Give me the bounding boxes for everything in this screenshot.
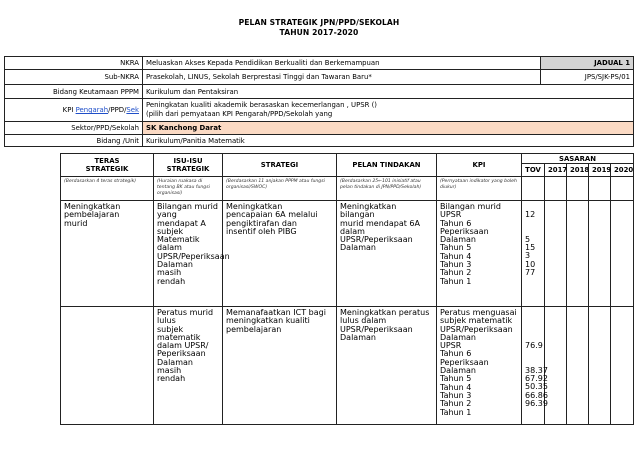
target-cell xyxy=(611,307,634,425)
kpi-label: KPI Pengarah/PPD/Sek xyxy=(5,99,143,122)
year-header: 2017 xyxy=(545,164,567,177)
year-header: 2018 xyxy=(567,164,589,177)
sek-link[interactable]: Sek xyxy=(126,106,139,114)
document-subtitle: TAHUN 2017-2020 xyxy=(279,28,359,37)
tov-cell: 12 5 15 3 10 77 xyxy=(522,201,545,307)
nkra-label: NKRA xyxy=(5,57,143,70)
jadual-label: JADUAL 1 xyxy=(541,57,634,70)
pelan-cell: Meningkatkan peratus lulus dalam UPSR/Peperiksaan Dalaman xyxy=(337,307,437,425)
document-title: PELAN STRATEGIK JPN/PPD/SEKOLAH xyxy=(238,18,400,27)
target-cell xyxy=(567,307,589,425)
teras-note: (Berdasarkan 4 teras strategik) xyxy=(61,177,154,201)
strategic-plan-table xyxy=(60,153,634,425)
tov-cell: 76.9 38.37 67.92 50.35 66.86 96.39 xyxy=(522,307,545,425)
bidang-keutamaan-value: Kurikulum dan Pentaksiran xyxy=(143,85,634,99)
kpi-header: KPI xyxy=(437,154,522,177)
sektor-value: SK Kanchong Darat xyxy=(143,122,634,135)
bidang-unit-label: Bidang /Unit xyxy=(5,135,143,147)
kpi-cell: Peratus menguasai subjek matematik UPSR/Peperiksaan Dalaman UPSR Tahun 6 Peperiksaan Dalaman Tahun 5 Tahun 4 Tahun 3 Tahun 2 Tahun 1 xyxy=(437,307,522,425)
year-header: 2020 xyxy=(611,164,634,177)
strategi-cell: Meningkatkan pencapaian 6A melalui pengiktirafan dan insentif oleh PIBG xyxy=(223,201,337,307)
isu-note: (Huraian ruakasa di tentang BK atau fungsi organisasi) xyxy=(154,177,223,201)
target-cell xyxy=(589,307,611,425)
pelan-note: (Berdasarkan 25←101 inisiatif atau pelan tindakan di JPN/PPD/Sekolah) xyxy=(337,177,437,201)
strategi-cell: Memanafaatkan ICT bagi meningkatkan kualiti pembelajaran xyxy=(223,307,337,425)
year-header: TOV xyxy=(522,164,545,177)
teras-cell xyxy=(61,307,154,425)
subnkra-value: Prasekolah, LINUS, Sekolah Berprestasi Tinggi dan Tawaran Baru* xyxy=(143,70,541,85)
target-cell xyxy=(567,201,589,307)
kpi-cell: Bilangan murid UPSR Tahun 6 Peperiksaan Dalaman Tahun 5 Tahun 4 Tahun 3 Tahun 2 Tahun 1 xyxy=(437,201,522,307)
year-header: 2019 xyxy=(589,164,611,177)
target-cell xyxy=(545,201,567,307)
subnkra-label: Sub-NKRA xyxy=(5,70,143,85)
sasaran-header: SASARAN xyxy=(522,154,634,164)
nkra-value: Meluaskan Akses Kepada Pendidikan Berkualiti dan Berkemampuan xyxy=(143,57,541,70)
bidang-unit-value: Kurikulum/Panitia Matematik xyxy=(143,135,634,147)
strategi-note: (Berdasarkan 11 anjakan PPPM atau fungsi organisasi/SWOC) xyxy=(223,177,337,201)
pengarah-link[interactable]: Pengarah xyxy=(75,106,109,114)
strategi-header: STRATEGI xyxy=(223,154,337,177)
isu-cell: Bilangan murid yang mendapat A subjek Matematik dalam UPSR/Peperiksaan Dalaman masih rendah xyxy=(154,201,223,307)
teras-header: TERAS STRATEGIK xyxy=(61,154,154,177)
kpi-value: Peningkatan kualiti akademik berasaskan kecemerlangan , UPSR () (pilih dari pemyataan KPI Pengarah/PPD/Sekolah yang xyxy=(143,99,634,122)
bidang-keutamaan-label: Bidang Keutamaan PPPM xyxy=(5,85,143,99)
info-table xyxy=(4,56,634,147)
isu-header: ISU-ISU STRATEGIK xyxy=(154,154,223,177)
target-cell xyxy=(589,201,611,307)
target-cell xyxy=(611,201,634,307)
sektor-label: Sektor/PPD/Sekolah xyxy=(5,122,143,135)
kpi-note: (Pernyataan indikator yang boleh diukur) xyxy=(437,177,522,201)
pelan-cell: Meningkatkan bilangan murid mendapat 6A dalam UPSR/Peperiksaan Dalaman xyxy=(337,201,437,307)
teras-cell: Meningkatkan pembelajaran murid xyxy=(61,201,154,307)
pelan-header: PELAN TINDAKAN xyxy=(337,154,437,177)
document-code: JPS/SJK-PS/01 xyxy=(541,70,634,85)
isu-cell: Peratus murid lulus subjek matematik dalam UPSR/ Peperiksaan Dalaman masih rendah xyxy=(154,307,223,425)
